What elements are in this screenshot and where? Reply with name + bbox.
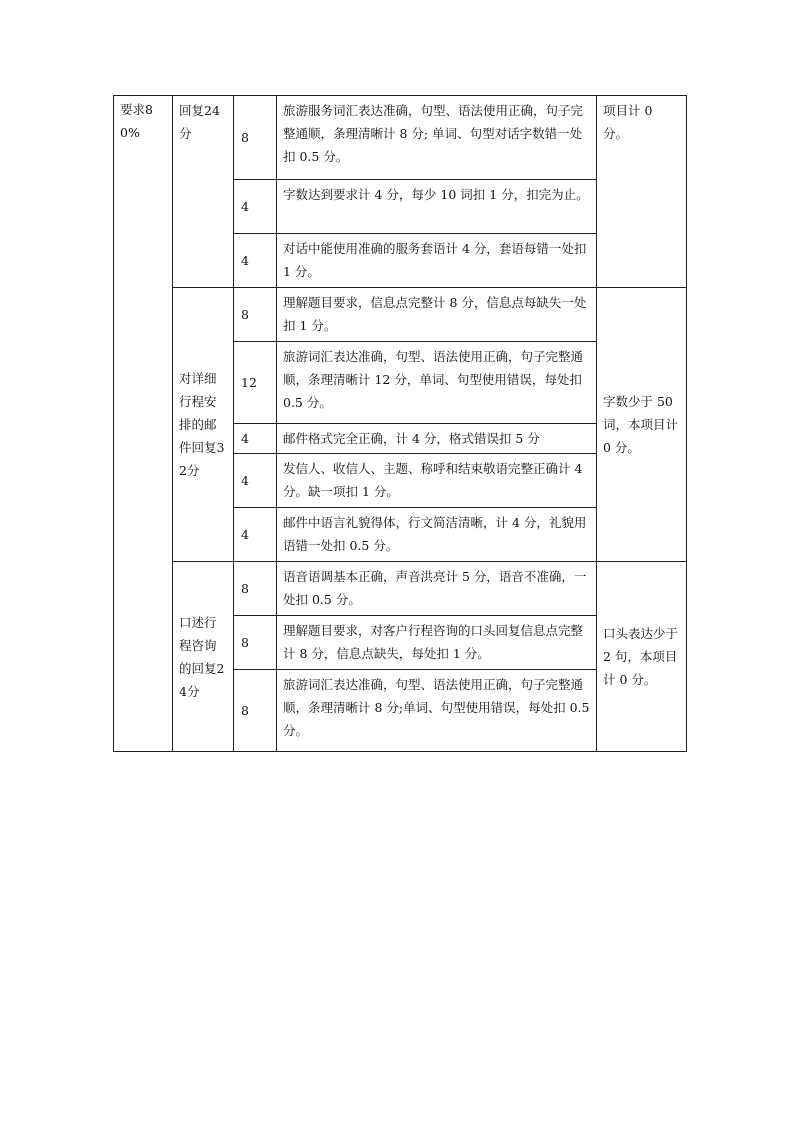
task-title: 对详细行程安排的邮件回复32分	[173, 288, 234, 562]
table-row	[114, 288, 687, 342]
table-row	[114, 562, 687, 616]
criteria-cell: 对话中能使用准确的服务套语计 4 分，套语每错一处扣 1 分。	[277, 234, 597, 288]
score-cell: 12	[234, 342, 277, 424]
criteria-cell: 语音语调基本正确，声音洪亮计 5 分，语音不准确，一处扣 0.5 分。	[277, 562, 597, 616]
task-note: 字数少于 50 词，本项目计 0 分。	[597, 288, 687, 562]
criteria-cell: 邮件中语言礼貌得体，行文简洁清晰，计 4 分，礼貌用语错一处扣 0.5 分。	[277, 508, 597, 562]
score-cell: 8	[234, 616, 277, 670]
task-title: 回复24分	[173, 96, 234, 288]
score-cell: 4	[234, 180, 277, 234]
criteria-cell: 理解题目要求，信息点完整计 8 分，信息点每缺失一处扣 1 分。	[277, 288, 597, 342]
criteria-cell: 旅游服务词汇表达准确，句型、语法使用正确，句子完整通顺，条理清晰计 8 分; 单词、句型对话字数错一处扣 0.5 分。	[277, 96, 597, 180]
criteria-cell: 旅游词汇表达准确，句型、语法使用正确，句子完整通顺，条理清晰计 8 分;单词、句型使用错误，每处扣 0.5 分。	[277, 670, 597, 752]
score-cell: 8	[234, 96, 277, 180]
document-page	[113, 95, 687, 752]
score-cell: 4	[234, 508, 277, 562]
criteria-cell: 字数达到要求计 4 分，每少 10 词扣 1 分，扣完为止。	[277, 180, 597, 234]
score-cell: 8	[234, 288, 277, 342]
table-row	[114, 96, 687, 180]
score-cell: 8	[234, 670, 277, 752]
criteria-cell: 理解题目要求，对客户行程咨询的口头回复信息点完整计 8 分，信息点缺失，每处扣 1 分。	[277, 616, 597, 670]
criteria-cell: 邮件格式完全正确，计 4 分，格式错误扣 5 分	[277, 424, 597, 454]
scoring-rubric-table	[113, 95, 687, 752]
score-cell: 4	[234, 424, 277, 454]
score-cell: 4	[234, 454, 277, 508]
criteria-cell: 发信人、收信人、主题、称呼和结束敬语完整正确计 4 分。缺一项扣 1 分。	[277, 454, 597, 508]
score-cell: 8	[234, 562, 277, 616]
criteria-cell: 旅游词汇表达准确，句型、语法使用正确，句子完整通顺，条理清晰计 12 分，单词、句型使用错误，每处扣 0.5 分。	[277, 342, 597, 424]
score-cell: 4	[234, 234, 277, 288]
task-title: 口述行程咨询的回复24分	[173, 562, 234, 752]
task-note: 项目计 0 分。	[597, 96, 687, 288]
task-note: 口头表达少于 2 句，本项目计 0 分。	[597, 562, 687, 752]
section-label: 要求80%	[114, 96, 173, 752]
